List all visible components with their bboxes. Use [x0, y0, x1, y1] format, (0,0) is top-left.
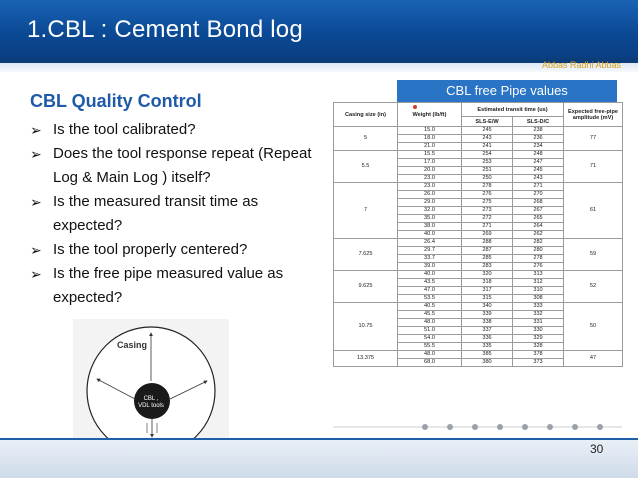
sls-dc-cell: 373	[513, 359, 564, 367]
header-amplitude: Expected free-pipe amplitude (mV)	[564, 103, 623, 127]
bullet-text: Is the tool properly centered?	[53, 241, 248, 258]
sls-dc-cell: 276	[513, 263, 564, 271]
sls-ew-cell: 251	[462, 167, 513, 175]
arrow-right-icon: ➢	[30, 194, 42, 210]
sls-dc-cell: 234	[513, 143, 564, 151]
arrow-right-icon: ➢	[30, 242, 42, 258]
bullet-item	[30, 142, 330, 190]
tool-label: CBL , VDL tools	[138, 396, 164, 409]
weight-cell: 18.0	[398, 135, 462, 143]
marker-dot-icon	[413, 105, 417, 109]
weight-cell: 26.0	[398, 191, 462, 199]
amplitude-cell: 59	[564, 239, 623, 271]
sls-dc-cell: 265	[513, 215, 564, 223]
header-weight: Weight (lb/ft)	[398, 103, 462, 127]
sls-ew-cell: 340	[462, 303, 513, 311]
sls-dc-cell: 280	[513, 247, 564, 255]
amplitude-cell: 47	[564, 351, 623, 367]
weight-cell: 15.5	[398, 151, 462, 159]
bullet-item	[30, 262, 330, 310]
sls-ew-cell: 269	[462, 231, 513, 239]
sls-dc-cell: 238	[513, 127, 564, 135]
bullet-item	[30, 238, 330, 262]
weight-cell: 40.0	[398, 271, 462, 279]
sls-ew-cell: 315	[462, 295, 513, 303]
section-heading: CBL Quality Control	[30, 91, 202, 111]
weight-cell: 35.0	[398, 215, 462, 223]
sls-dc-cell: 313	[513, 271, 564, 279]
weight-cell: 48.0	[398, 351, 462, 359]
weight-cell: 40.0	[398, 231, 462, 239]
sls-dc-cell: 236	[513, 135, 564, 143]
amplitude-cell: 77	[564, 127, 623, 151]
sls-dc-cell: 330	[513, 327, 564, 335]
bullet-list	[30, 118, 330, 310]
bullet-item	[30, 190, 330, 238]
table-row	[334, 183, 623, 191]
sls-ew-cell: 285	[462, 255, 513, 263]
casing-size-cell: 5	[334, 127, 398, 151]
sls-ew-cell: 278	[462, 183, 513, 191]
weight-cell: 23.0	[398, 175, 462, 183]
weight-cell: 53.5	[398, 295, 462, 303]
sls-dc-cell: 247	[513, 159, 564, 167]
amplitude-cell: 61	[564, 183, 623, 239]
weight-cell: 55.5	[398, 343, 462, 351]
weight-cell: 48.0	[398, 319, 462, 327]
sls-dc-cell: 329	[513, 335, 564, 343]
casing-size-cell: 9.625	[334, 271, 398, 303]
weight-cell: 20.0	[398, 167, 462, 175]
sls-ew-cell: 283	[462, 263, 513, 271]
arrow-right-icon: ➢	[30, 122, 42, 138]
sls-ew-cell: 318	[462, 279, 513, 287]
sls-dc-cell: 248	[513, 151, 564, 159]
casing-size-cell: 7	[334, 183, 398, 239]
sls-dc-cell: 282	[513, 239, 564, 247]
sls-ew-cell: 317	[462, 287, 513, 295]
amplitude-cell: 50	[564, 303, 623, 351]
header-sls-ew: SLS-E/W	[462, 117, 513, 127]
sls-dc-cell: 333	[513, 303, 564, 311]
bullet-text: Is the free pipe measured value as expected?	[53, 265, 284, 306]
weight-cell: 54.0	[398, 335, 462, 343]
tool-centering-diagram	[73, 319, 229, 441]
weight-cell: 21.0	[398, 143, 462, 151]
sls-dc-cell: 268	[513, 199, 564, 207]
table-row	[334, 127, 623, 135]
weight-cell: 29.0	[398, 199, 462, 207]
sls-dc-cell: 262	[513, 231, 564, 239]
casing-size-cell: 13.375	[334, 351, 398, 367]
footer-band	[0, 440, 638, 478]
sls-ew-cell: 287	[462, 247, 513, 255]
sls-ew-cell: 338	[462, 319, 513, 327]
casing-label: Casing	[117, 340, 148, 350]
sls-dc-cell: 312	[513, 279, 564, 287]
sls-dc-cell: 264	[513, 223, 564, 231]
sls-dc-cell: 271	[513, 183, 564, 191]
arrow-right-icon: ➢	[30, 266, 42, 282]
casing-size-cell: 7.625	[334, 239, 398, 271]
casing-size-cell: 10.75	[334, 303, 398, 351]
sls-ew-cell: 272	[462, 215, 513, 223]
sls-dc-cell: 245	[513, 167, 564, 175]
header-transit: Estimated transit time (us)	[462, 103, 564, 117]
table-row	[334, 151, 623, 159]
weight-cell: 17.0	[398, 159, 462, 167]
decorative-dots	[333, 422, 622, 432]
page-number: 30	[590, 442, 604, 456]
free-pipe-table-container	[333, 102, 622, 432]
weight-cell: 39.0	[398, 263, 462, 271]
slide-title: 1.CBL : Cement Bond log	[27, 16, 303, 43]
bullet-text: Is the measured transit time as expected?	[53, 193, 259, 234]
table-row	[334, 303, 623, 311]
sls-dc-cell: 332	[513, 311, 564, 319]
sls-ew-cell: 253	[462, 159, 513, 167]
weight-cell: 15.0	[398, 127, 462, 135]
table-row	[334, 351, 623, 359]
bullet-text: Does the tool response repeat (Repeat Log & Main Log ) itself?	[53, 145, 312, 186]
header-sls-dc: SLS-D/C	[513, 117, 564, 127]
sls-ew-cell: 273	[462, 207, 513, 215]
weight-cell: 40.5	[398, 303, 462, 311]
sls-ew-cell: 243	[462, 135, 513, 143]
sls-dc-cell: 267	[513, 207, 564, 215]
weight-cell: 29.7	[398, 247, 462, 255]
sls-ew-cell: 276	[462, 191, 513, 199]
free-pipe-table	[333, 102, 623, 367]
sls-dc-cell: 328	[513, 343, 564, 351]
weight-cell: 51.0	[398, 327, 462, 335]
sls-ew-cell: 339	[462, 311, 513, 319]
weight-cell: 33.7	[398, 255, 462, 263]
amplitude-cell: 71	[564, 151, 623, 183]
sls-ew-cell: 336	[462, 335, 513, 343]
table-title: CBL free Pipe values	[397, 80, 617, 102]
arrow-right-icon: ➢	[30, 146, 42, 162]
sls-dc-cell: 243	[513, 175, 564, 183]
table-row	[334, 239, 623, 247]
sls-dc-cell: 270	[513, 191, 564, 199]
weight-cell: 32.0	[398, 207, 462, 215]
amplitude-cell: 52	[564, 271, 623, 303]
sls-dc-cell: 378	[513, 351, 564, 359]
sls-dc-cell: 331	[513, 319, 564, 327]
bullet-text: Is the tool calibrated?	[53, 121, 196, 138]
title-bar	[0, 0, 638, 58]
casing-size-cell: 5.5	[334, 151, 398, 183]
sls-dc-cell: 310	[513, 287, 564, 295]
sls-ew-cell: 337	[462, 327, 513, 335]
sls-ew-cell: 245	[462, 127, 513, 135]
sls-ew-cell: 385	[462, 351, 513, 359]
sls-dc-cell: 308	[513, 295, 564, 303]
weight-cell: 26.4	[398, 239, 462, 247]
table-body	[334, 127, 623, 367]
sls-ew-cell: 335	[462, 343, 513, 351]
table-row	[334, 271, 623, 279]
weight-cell: 23.0	[398, 183, 462, 191]
weight-cell: 38.0	[398, 223, 462, 231]
sls-ew-cell: 250	[462, 175, 513, 183]
sls-ew-cell: 288	[462, 239, 513, 247]
sls-ew-cell: 380	[462, 359, 513, 367]
author-name: Abbas Radhi Abbas	[541, 60, 621, 70]
sls-ew-cell: 275	[462, 199, 513, 207]
sls-ew-cell: 320	[462, 271, 513, 279]
weight-cell: 68.0	[398, 359, 462, 367]
header-casing: Casing size (in)	[334, 103, 398, 127]
diagram-drawing	[73, 319, 229, 441]
sls-ew-cell: 271	[462, 223, 513, 231]
weight-cell: 45.5	[398, 311, 462, 319]
weight-cell: 43.5	[398, 279, 462, 287]
sls-ew-cell: 254	[462, 151, 513, 159]
sls-ew-cell: 241	[462, 143, 513, 151]
sls-dc-cell: 278	[513, 255, 564, 263]
weight-cell: 47.0	[398, 287, 462, 295]
bullet-item	[30, 118, 330, 142]
